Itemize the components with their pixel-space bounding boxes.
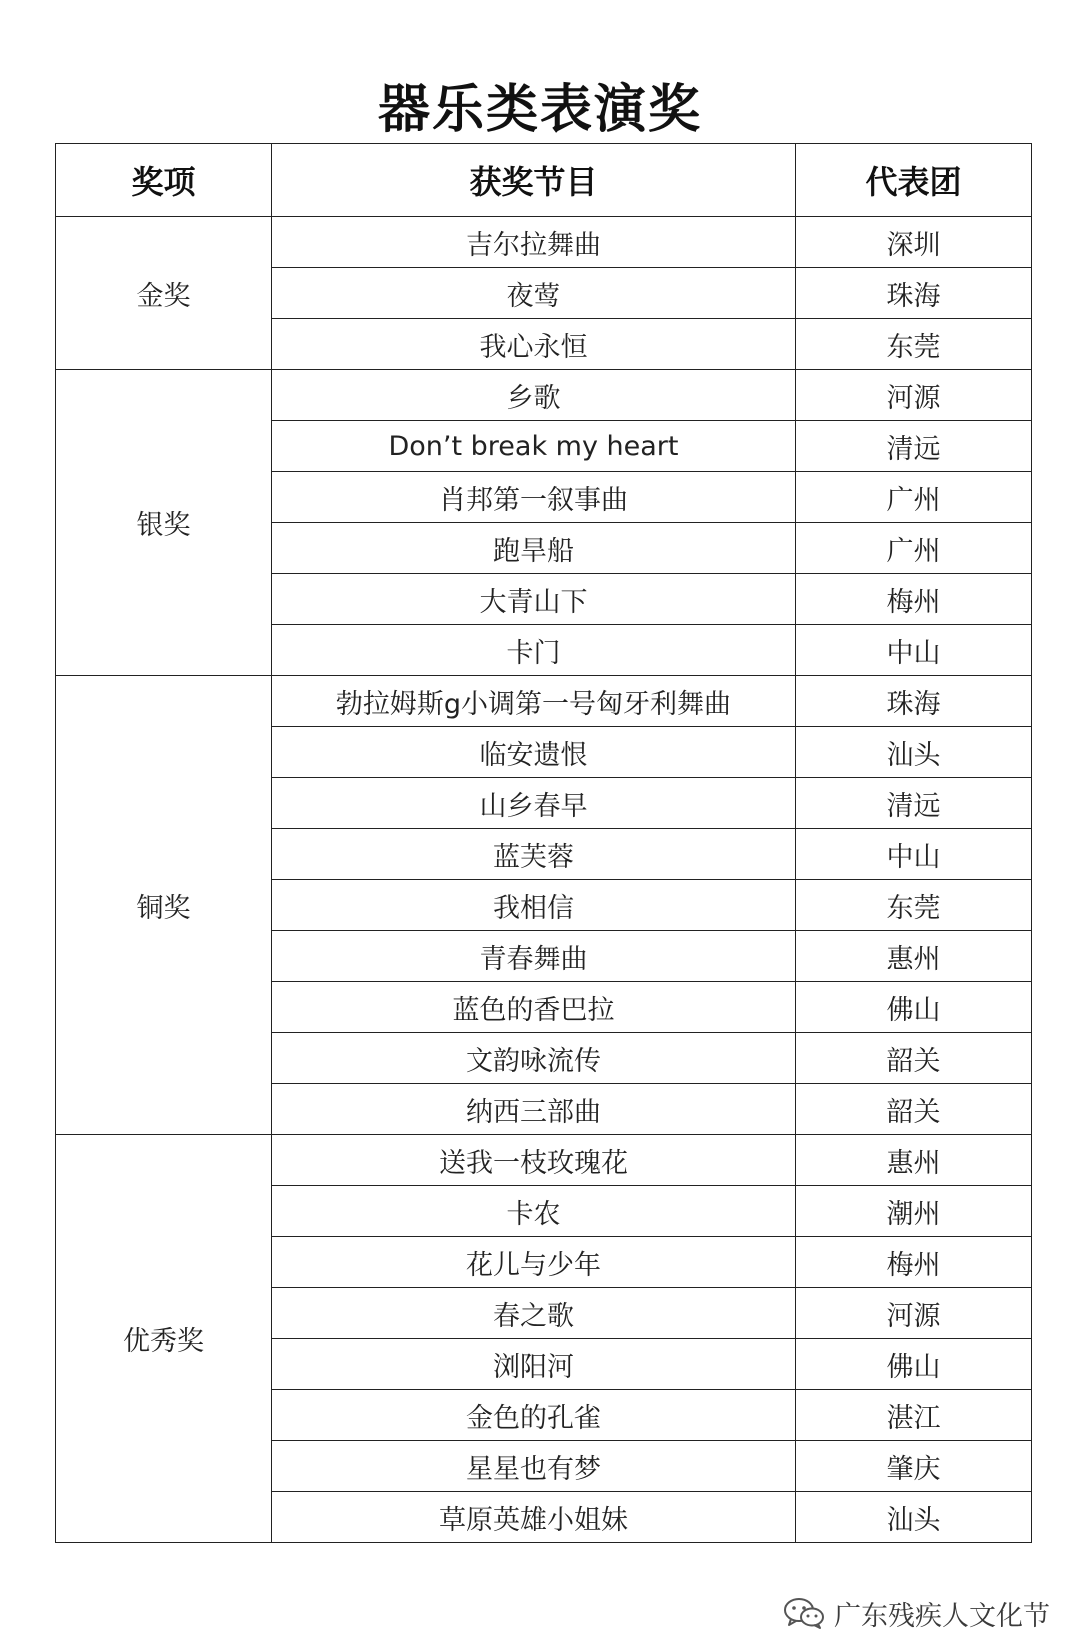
program-cell: 花儿与少年 bbox=[272, 1237, 796, 1288]
table-row bbox=[56, 1135, 1032, 1186]
program-cell: 大青山下 bbox=[272, 574, 796, 625]
program-cell: 浏阳河 bbox=[272, 1339, 796, 1390]
team-cell: 广州 bbox=[796, 523, 1032, 574]
program-cell: 我心永恒 bbox=[272, 319, 796, 370]
team-cell: 东莞 bbox=[796, 319, 1032, 370]
team-cell: 惠州 bbox=[796, 1135, 1032, 1186]
table-body bbox=[56, 217, 1032, 1543]
program-cell: 金色的孔雀 bbox=[272, 1390, 796, 1441]
program-cell: 卡门 bbox=[272, 625, 796, 676]
team-cell: 深圳 bbox=[796, 217, 1032, 268]
team-cell: 东莞 bbox=[796, 880, 1032, 931]
program-cell: 蓝色的香巴拉 bbox=[272, 982, 796, 1033]
program-cell: 山乡春早 bbox=[272, 778, 796, 829]
award-level-cell: 金奖 bbox=[56, 217, 272, 370]
program-cell: 跑旱船 bbox=[272, 523, 796, 574]
table-header-row bbox=[56, 144, 1032, 217]
program-cell: 夜莺 bbox=[272, 268, 796, 319]
award-level-cell: 银奖 bbox=[56, 370, 272, 676]
page-title: 器乐类表演奖 bbox=[377, 80, 702, 140]
award-level-cell: 优秀奖 bbox=[56, 1135, 272, 1543]
team-cell: 清远 bbox=[796, 778, 1032, 829]
award-table bbox=[55, 143, 1032, 1543]
team-cell: 汕头 bbox=[796, 727, 1032, 778]
program-cell: Don’t break my heart bbox=[272, 421, 796, 472]
team-cell: 珠海 bbox=[796, 268, 1032, 319]
program-cell: 青春舞曲 bbox=[272, 931, 796, 982]
table-row bbox=[56, 676, 1032, 727]
team-cell: 韶关 bbox=[796, 1084, 1032, 1135]
award-level-cell: 铜奖 bbox=[56, 676, 272, 1135]
program-cell: 临安遗恨 bbox=[272, 727, 796, 778]
program-cell: 我相信 bbox=[272, 880, 796, 931]
team-cell: 佛山 bbox=[796, 982, 1032, 1033]
team-cell: 佛山 bbox=[796, 1339, 1032, 1390]
program-cell: 吉尔拉舞曲 bbox=[272, 217, 796, 268]
team-cell: 河源 bbox=[796, 1288, 1032, 1339]
watermark-text: 广东残疾人文化节 bbox=[834, 1600, 1050, 1632]
team-cell: 中山 bbox=[796, 829, 1032, 880]
team-cell: 潮州 bbox=[796, 1186, 1032, 1237]
program-cell: 星星也有梦 bbox=[272, 1441, 796, 1492]
program-cell: 卡农 bbox=[272, 1186, 796, 1237]
program-cell: 勃拉姆斯g小调第一号匈牙利舞曲 bbox=[272, 676, 796, 727]
team-cell: 韶关 bbox=[796, 1033, 1032, 1084]
program-cell: 春之歌 bbox=[272, 1288, 796, 1339]
team-cell: 广州 bbox=[796, 472, 1032, 523]
program-cell: 草原英雄小姐妹 bbox=[272, 1492, 796, 1543]
team-cell: 中山 bbox=[796, 625, 1032, 676]
program-cell: 送我一枝玫瑰花 bbox=[272, 1135, 796, 1186]
team-cell: 河源 bbox=[796, 370, 1032, 421]
header-program: 获奖节目 bbox=[272, 144, 796, 217]
program-cell: 纳西三部曲 bbox=[272, 1084, 796, 1135]
team-cell: 惠州 bbox=[796, 931, 1032, 982]
watermark bbox=[782, 1593, 1050, 1633]
wechat-icon bbox=[782, 1596, 826, 1630]
team-cell: 湛江 bbox=[796, 1390, 1032, 1441]
header-team: 代表团 bbox=[796, 144, 1032, 217]
header-award: 奖项 bbox=[56, 144, 272, 217]
table-row bbox=[56, 217, 1032, 268]
team-cell: 珠海 bbox=[796, 676, 1032, 727]
team-cell: 梅州 bbox=[796, 574, 1032, 625]
team-cell: 肇庆 bbox=[796, 1441, 1032, 1492]
table-row bbox=[56, 370, 1032, 421]
program-cell: 乡歌 bbox=[272, 370, 796, 421]
team-cell: 清远 bbox=[796, 421, 1032, 472]
program-cell: 肖邦第一叙事曲 bbox=[272, 472, 796, 523]
program-cell: 蓝芙蓉 bbox=[272, 829, 796, 880]
team-cell: 梅州 bbox=[796, 1237, 1032, 1288]
team-cell: 汕头 bbox=[796, 1492, 1032, 1543]
program-cell: 文韵咏流传 bbox=[272, 1033, 796, 1084]
